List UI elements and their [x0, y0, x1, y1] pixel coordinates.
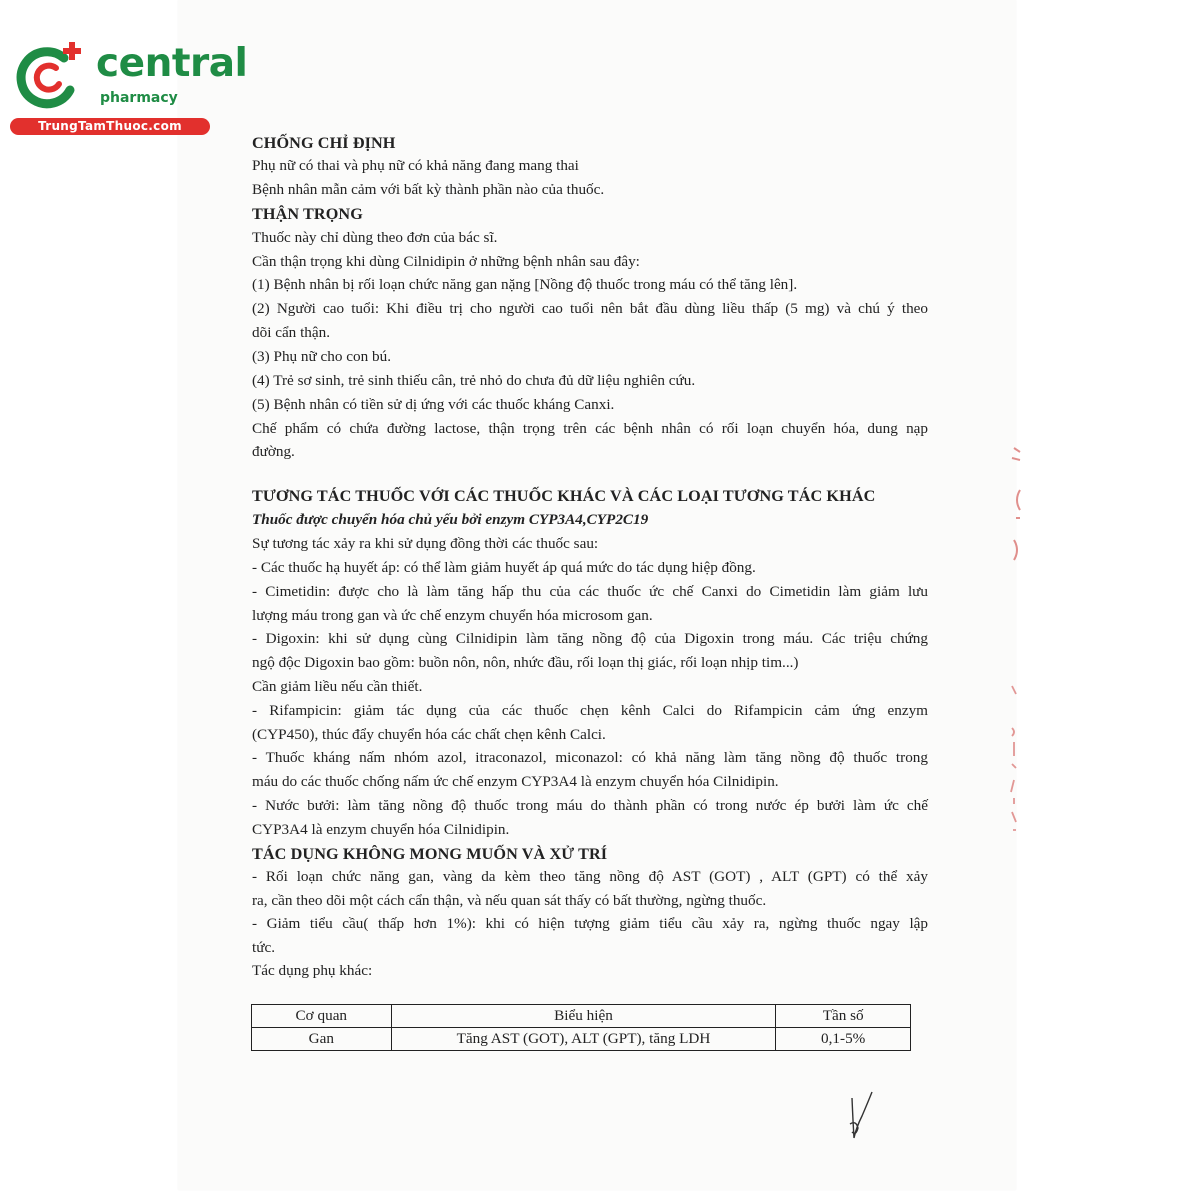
table-row — [252, 1028, 911, 1051]
text-line: tức. — [252, 939, 275, 956]
text-line: - Rifampicin: giảm tác dụng của các thuốc chẹn kênh Calci do Rifampicin cảm ứng enzym — [252, 702, 928, 719]
text-line: ngộ độc Digoxin bao gồm: buồn nôn, nôn, nhức đầu, rối loạn thị giác, rối loạn nhịp tim...) — [252, 654, 799, 671]
text-line: máu do các thuốc chống nấm ức chế enzym CYP3A4 là enzym chuyển hóa Cilnidipin. — [252, 773, 779, 790]
logo-brand-name: central — [96, 41, 248, 86]
signature-icon — [838, 1088, 878, 1148]
table-header-row — [252, 1005, 911, 1028]
text-line: Thuốc này chỉ dùng theo đơn của bác sĩ. — [252, 229, 498, 246]
text-line: Tác dụng phụ khác: — [252, 962, 373, 979]
table-cell: Tăng AST (GOT), ALT (GPT), tăng LDH — [391, 1028, 776, 1051]
section-subheading: Thuốc được chuyển hóa chủ yếu bởi enzym CYP3A4,CYP2C19 — [252, 511, 649, 528]
table-cell: Gan — [252, 1028, 392, 1051]
text-line: dõi cẩn thận. — [252, 324, 331, 341]
text-line: (CYP450), thúc đẩy chuyển hóa các chất chẹn kênh Calci. — [252, 726, 606, 743]
text-line: (5) Bệnh nhân có tiền sử dị ứng với các thuốc kháng Canxi. — [252, 396, 615, 413]
section-heading: THẬN TRỌNG — [252, 205, 363, 223]
table-header-cell: Biểu hiện — [391, 1005, 776, 1028]
section-heading: TƯƠNG TÁC THUỐC VỚI CÁC THUỐC KHÁC VÀ CÁC LOẠI TƯƠNG TÁC KHÁC — [252, 487, 876, 505]
text-line: Sự tương tác xảy ra khi sử dụng đồng thời các thuốc sau: — [252, 535, 599, 552]
text-line: - Digoxin: khi sử dụng cùng Cilnidipin làm tăng nồng độ của Digoxin trong máu. Các triệu chứng — [252, 630, 928, 647]
table-header-cell: Tần số — [776, 1005, 911, 1028]
brand-logo[interactable] — [10, 36, 248, 136]
text-line: Cần giảm liều nếu cần thiết. — [252, 678, 423, 695]
section-heading: CHỐNG CHỈ ĐỊNH — [252, 134, 396, 152]
text-line: - Nước bưởi: làm tăng nồng độ thuốc trong máu do thành phần có trong nước ép bưởi làm ức chế — [252, 797, 928, 814]
text-line: Phụ nữ có thai và phụ nữ có khả năng đang mang thai — [252, 157, 579, 174]
text-line: lượng máu trong gan và ức chế enzym chuyển hóa microsom gan. — [252, 607, 653, 624]
text-line: Bệnh nhân mẫn cảm với bất kỳ thành phần nào của thuốc. — [252, 181, 605, 198]
text-line: CYP3A4 là enzym chuyển hóa Cilnidipin. — [252, 821, 510, 838]
text-line: (3) Phụ nữ cho con bú. — [252, 348, 391, 365]
text-line: Chế phẩm có chứa đường lactose, thận trọng trên các bệnh nhân có rối loạn chuyển hóa, dung nạp — [252, 420, 928, 437]
text-line: (2) Người cao tuổi: Khi điều trị cho người cao tuổi nên bắt đầu dùng liều thấp (5 mg) và chú ý theo — [252, 300, 928, 317]
side-effects-table — [251, 1004, 911, 1051]
text-line: - Cimetidin: được cho là làm tăng hấp thu của các thuốc ức chế Canxi do Cimetidin làm giảm lưu — [252, 583, 928, 600]
stamp-mark-icon — [1000, 440, 1030, 570]
table-header-cell: Cơ quan — [252, 1005, 392, 1028]
text-line: - Rối loạn chức năng gan, vàng da kèm theo tăng nồng độ AST (GOT) , ALT (GPT) có thể xảy — [252, 868, 928, 885]
section-heading: TÁC DỤNG KHÔNG MONG MUỐN VÀ XỬ TRÍ — [252, 845, 608, 863]
logo-tagline: pharmacy — [100, 90, 178, 106]
text-line: Cần thận trọng khi dùng Cilnidipin ở những bệnh nhân sau đây: — [252, 253, 640, 270]
text-line: (1) Bệnh nhân bị rối loạn chức năng gan nặng [Nồng độ thuốc trong máu có thể tăng lên]. — [252, 276, 798, 293]
text-line: (4) Trẻ sơ sinh, trẻ sinh thiếu cân, trẻ nhỏ do chưa đủ dữ liệu nghiên cứu. — [252, 372, 696, 389]
text-line: - Các thuốc hạ huyết áp: có thể làm giảm huyết áp quá mức do tác dụng hiệp đồng. — [252, 559, 756, 576]
text-line: - Giảm tiểu cầu( thấp hơn 1%): khi có hiện tượng giảm tiểu cầu xảy ra, ngừng thuốc ngay lập — [252, 915, 928, 932]
text-line: - Thuốc kháng nấm nhóm azol, itraconazol, miconazol: có khả năng làm tăng nồng độ thuốc trong — [252, 749, 928, 766]
text-line: đường. — [252, 443, 295, 460]
logo-mark-icon — [12, 38, 92, 114]
stamp-mark-icon — [1004, 680, 1024, 840]
text-line: ra, cần theo dõi một cách cẩn thận, và nếu quan sát thấy có bất thường, ngừng thuốc. — [252, 892, 767, 909]
logo-website: TrungTamThuoc.com — [10, 118, 210, 135]
table-cell: 0,1-5% — [776, 1028, 911, 1051]
